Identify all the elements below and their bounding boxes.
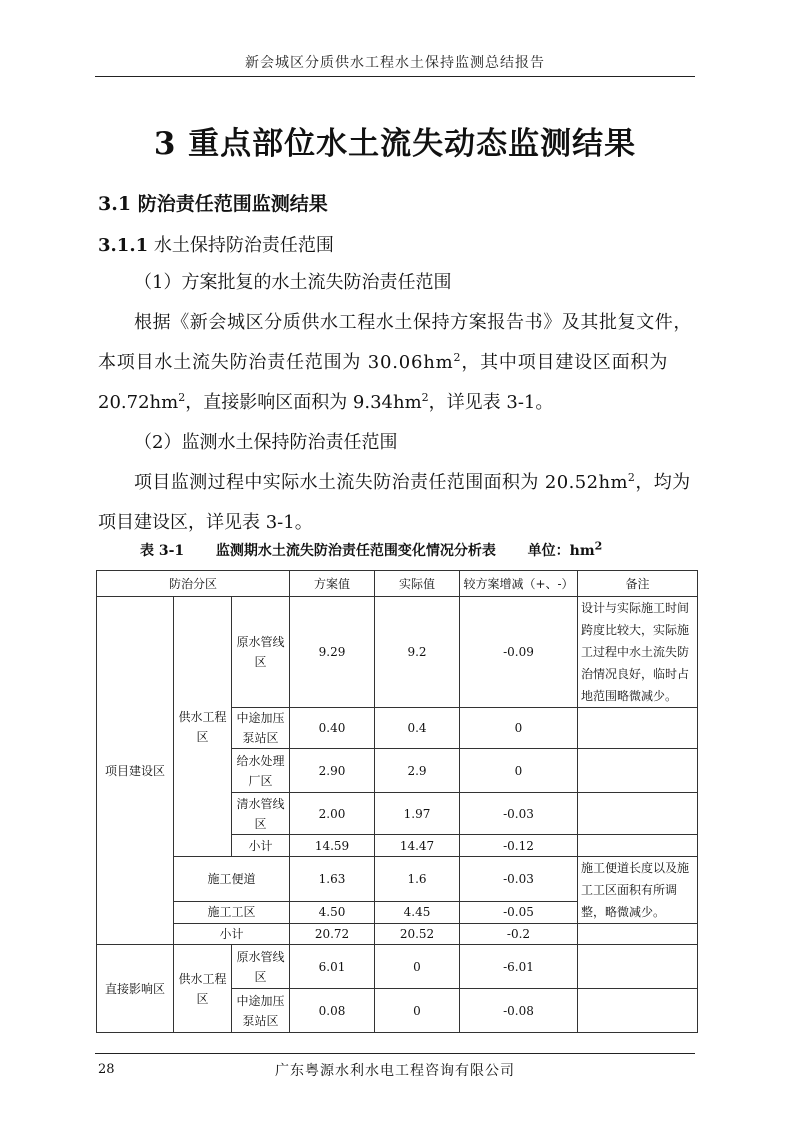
header-plan: 方案值 <box>290 571 375 597</box>
para1-line1: 根据《新会城区分质供水工程水土保持方案报告书》及其批复文件， <box>134 312 692 333</box>
row-actual: 1.6 <box>375 857 460 902</box>
header-actual: 实际值 <box>375 571 460 597</box>
para2-line1 <box>134 468 691 494</box>
row-diff: -0.2 <box>460 924 578 945</box>
subsection-heading <box>98 231 334 257</box>
row-actual: 2.9 <box>375 749 460 793</box>
row-name: 施工便道 <box>174 857 290 902</box>
para1-line3-a: 20.72hm <box>98 392 179 413</box>
table-row <box>97 597 698 708</box>
row-name: 给水处理厂区 <box>232 749 290 793</box>
row-name: 清水管线区 <box>232 793 290 835</box>
subsection-title: 水土保持防治责任范围 <box>153 235 334 256</box>
row-note-empty <box>578 793 698 835</box>
row-plan: 9.29 <box>290 597 375 708</box>
para1-line2-a: 本项目水土流失防治责任范围为 30.06hm <box>98 352 454 373</box>
footer-rule <box>95 1053 695 1054</box>
row-note-empty <box>578 708 698 749</box>
responsibility-table <box>96 570 698 1033</box>
para1-line3-b: ，直接影响区面积为 9.34hm <box>185 392 422 413</box>
chapter-title: 3 重点部位水土流失动态监测结果 <box>153 126 637 162</box>
para2-line1-a: 项目监测过程中实际水土流失防治责任范围面积为 20.52hm <box>134 472 628 493</box>
table-row <box>97 924 698 945</box>
row-diff: -0.03 <box>460 857 578 902</box>
row-name: 小计 <box>232 835 290 857</box>
row-actual: 4.45 <box>375 901 460 923</box>
row-note: 施工便道长度以及施工工区面积有所调整，略微减少。 <box>578 857 698 924</box>
table-row <box>97 945 698 989</box>
row-diff: -0.05 <box>460 901 578 923</box>
row-plan: 20.72 <box>290 924 375 945</box>
page-header: 新会城区分质供水工程水土保持监测总结报告 <box>245 55 545 71</box>
row-actual: 20.52 <box>375 924 460 945</box>
row-note-empty <box>578 749 698 793</box>
row-plan: 4.50 <box>290 901 375 923</box>
table-caption <box>140 540 602 560</box>
para2-line2: 项目建设区，详见表 3-1。 <box>98 512 313 533</box>
caption-unit: 单位：$hm^2$ <box>527 539 603 559</box>
header-zone: 防治分区 <box>97 571 290 597</box>
row-actual: 14.47 <box>375 835 460 857</box>
row-note-empty <box>578 924 698 945</box>
table-row <box>97 857 698 902</box>
subsection-number: 3.1.1 <box>98 235 149 256</box>
row-diff: -6.01 <box>460 945 578 989</box>
superscript: 2 <box>178 391 186 404</box>
row-plan: 1.63 <box>290 857 375 902</box>
row-diff: -0.03 <box>460 793 578 835</box>
row-name: 原水管线区 <box>232 597 290 708</box>
row-actual: 9.2 <box>375 597 460 708</box>
para1-heading: （1）方案批复的水土流失防治责任范围 <box>134 272 452 293</box>
row-diff: -0.09 <box>460 597 578 708</box>
header-diff: 较方案增减（+、-） <box>460 571 578 597</box>
row-name: 小计 <box>174 924 290 945</box>
row-note-empty <box>578 835 698 857</box>
row-actual: 0 <box>375 989 460 1033</box>
row-plan: 0.40 <box>290 708 375 749</box>
para2-line1-b: ，均为 <box>635 472 691 493</box>
footer-company: 广东粤源水利水电工程咨询有限公司 <box>275 1063 515 1079</box>
row-actual: 0.4 <box>375 708 460 749</box>
row-diff: 0 <box>460 708 578 749</box>
para1-line2-b: ，其中项目建设区面积为 <box>461 352 669 373</box>
header-note: 备注 <box>578 571 698 597</box>
para1-line3 <box>98 388 553 414</box>
section-heading <box>98 189 328 216</box>
zone-build: 项目建设区 <box>97 597 174 945</box>
superscript: 2 <box>453 351 462 364</box>
row-plan: 0.08 <box>290 989 375 1033</box>
row-note: 设计与实际施工时间跨度比较大，实际施工过程中水土流失防治情况良好，临时占地范围略微减少。 <box>578 597 698 708</box>
para2-heading: （2）监测水土保持防治责任范围 <box>134 432 398 453</box>
row-note-empty <box>578 989 698 1033</box>
row-actual: 0 <box>375 945 460 989</box>
row-name: 中途加压泵站区 <box>232 989 290 1033</box>
row-name: 中途加压泵站区 <box>232 708 290 749</box>
sub-water: 供水工程区 <box>174 945 232 1033</box>
caption-title: 监测期水土流失防治责任范围变化情况分析表 <box>215 543 496 559</box>
para1-line3-c: ，详见表 3-1。 <box>428 392 554 413</box>
header-rule <box>95 76 695 77</box>
section-title: 防治责任范围监测结果 <box>137 193 328 215</box>
section-number: 3.1 <box>98 193 132 215</box>
row-actual: 1.97 <box>375 793 460 835</box>
row-diff: 0 <box>460 749 578 793</box>
caption-number: 表 3-1 <box>140 543 185 559</box>
row-plan: 2.90 <box>290 749 375 793</box>
row-plan: 6.01 <box>290 945 375 989</box>
row-diff: -0.12 <box>460 835 578 857</box>
row-diff: -0.08 <box>460 989 578 1033</box>
zone-direct: 直接影响区 <box>97 945 174 1033</box>
para1-line2 <box>98 348 668 374</box>
row-note-empty <box>578 945 698 989</box>
superscript: 2 <box>421 391 429 404</box>
row-plan: 2.00 <box>290 793 375 835</box>
row-plan: 14.59 <box>290 835 375 857</box>
table-header-row <box>97 571 698 597</box>
page-number: 28 <box>98 1062 115 1077</box>
sub-water: 供水工程区 <box>174 597 232 857</box>
row-name: 施工工区 <box>174 901 290 923</box>
row-name: 原水管线区 <box>232 945 290 989</box>
superscript: 2 <box>627 471 636 484</box>
